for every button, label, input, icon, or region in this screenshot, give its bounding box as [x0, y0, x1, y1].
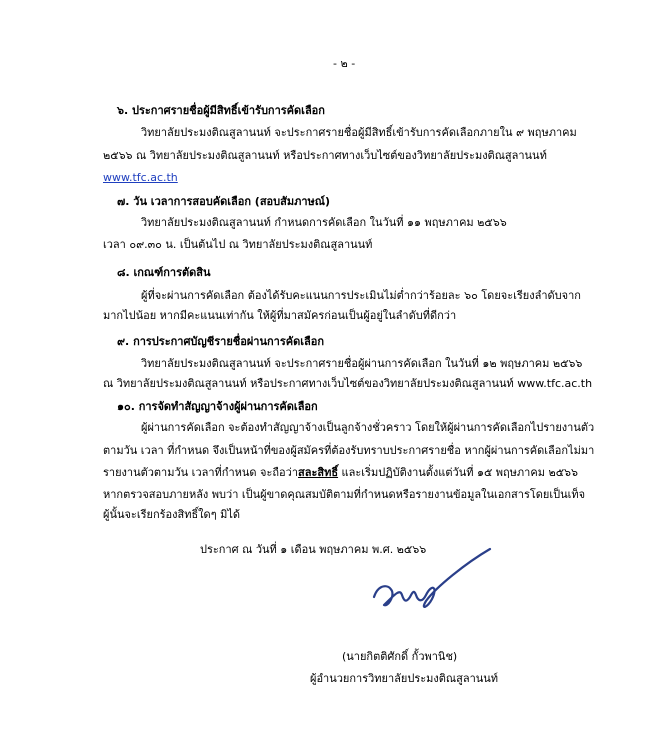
section-9-heading: ๙. การประกาศบัญชีรายชื่อผ่านการคัดเลือก — [117, 335, 325, 348]
website-link[interactable]: www.tfc.ac.th — [103, 171, 178, 184]
section-10-line-5: ผู้นั้นจะเรียกร้องสิทธิ์ใดๆ มิได้ — [103, 508, 241, 521]
section-10-line-3 — [103, 466, 578, 480]
section-6-line-1: วิทยาลัยประมงติณสูลานนท์ จะประกาศรายชื่อผู้มีสิทธิ์เข้ารับการคัดเลือกภายใน ๙ พฤษภาคม — [141, 126, 577, 139]
signer-name: (นายกิตติศักดิ์ กั้วพานิช) — [342, 650, 458, 663]
section-10-line-4: หากตรวจสอบภายหลัง พบว่า เป็นผู้ขาดคุณสมบัติตามที่กำหนดหรือรายงานข้อมูลในเอกสารโดยเป็นเท็จ — [103, 488, 586, 501]
signature-image — [366, 545, 506, 625]
section-10-line-2: ตามวัน เวลา ที่กำหนด จึงเป็นหน้าที่ของผู้สมัครที่ต้องรับทราบประกาศรายชื่อ หากผู้ผ่านการคัดเลือกไม่มา — [103, 444, 595, 457]
section-7-line-1: วิทยาลัยประมงติณสูลานนท์ กำหนดการคัดเลือก ในวันที่ ๑๑ พฤษภาคม ๒๕๖๖ — [141, 216, 507, 229]
section-8-heading: ๘. เกณฑ์การตัดสิน — [117, 266, 211, 279]
section-10-line-3-end: และเริ่มปฏิบัติงานตั้งแต่วันที่ ๑๕ พฤษภาคม ๒๕๖๖ — [338, 466, 579, 479]
announcement-date: ประกาศ ณ วันที่ ๑ เดือน พฤษภาคม พ.ศ. ๒๕๖๖ — [200, 543, 427, 556]
section-10-line-3-start: รายงานตัวตามวัน เวลาที่กำหนด จะถือว่า — [103, 466, 299, 479]
section-7-heading: ๗. วัน เวลาการสอบคัดเลือก (สอบสัมภาษณ์) — [117, 195, 331, 208]
section-6-heading: ๖. ประกาศรายชื่อผู้มีสิทธิ์เข้ารับการคัดเลือก — [117, 104, 325, 117]
page-number: - ๒ - — [333, 57, 356, 70]
section-10-heading: ๑๐. การจัดทำสัญญาจ้างผู้ผ่านการคัดเลือก — [117, 400, 318, 413]
section-9-line-1: วิทยาลัยประมงติณสูลานนท์ จะประกาศรายชื่อผู้ผ่านการคัดเลือก ในวันที่ ๑๒ พฤษภาคม ๒๕๖๖ — [141, 357, 583, 370]
section-8-line-1: ผู้ที่จะผ่านการคัดเลือก ต้องได้รับคะแนนการประเมินไม่ต่ำกว่าร้อยละ ๖๐ โดยจะเรียงลำดับจาก — [141, 289, 581, 302]
section-6-line-2: ๒๕๖๖ ณ วิทยาลัยประมงติณสูลานนท์ หรือประกาศทางเว็บไซต์ของวิทยาลัยประมงติณสูลานนท์ — [103, 149, 547, 162]
signer-title: ผู้อำนวยการวิทยาลัยประมงติณสูลานนท์ — [310, 672, 499, 685]
section-7-line-2: เวลา ๐๙.๓๐ น. เป็นต้นไป ณ วิทยาลัยประมงติณสูลานนท์ — [103, 238, 373, 251]
forfeit-emphasis: สละสิทธิ์ — [298, 466, 339, 479]
section-9-line-2: ณ วิทยาลัยประมงติณสูลานนท์ หรือประกาศทางเว็บไซต์ของวิทยาลัยประมงติณสูลานนท์ www.tfc.ac.th — [103, 377, 593, 390]
section-10-line-1: ผู้ผ่านการคัดเลือก จะต้องทำสัญญาจ้างเป็นลูกจ้างชั่วคราว โดยให้ผู้ผ่านการคัดเลือกไปรายงานตัว — [141, 421, 595, 434]
section-8-line-2: มากไปน้อย หากมีคะแนนเท่ากัน ให้ผู้ที่มาสมัครก่อนเป็นผู้อยู่ในลำดับที่ดีกว่า — [103, 309, 457, 322]
